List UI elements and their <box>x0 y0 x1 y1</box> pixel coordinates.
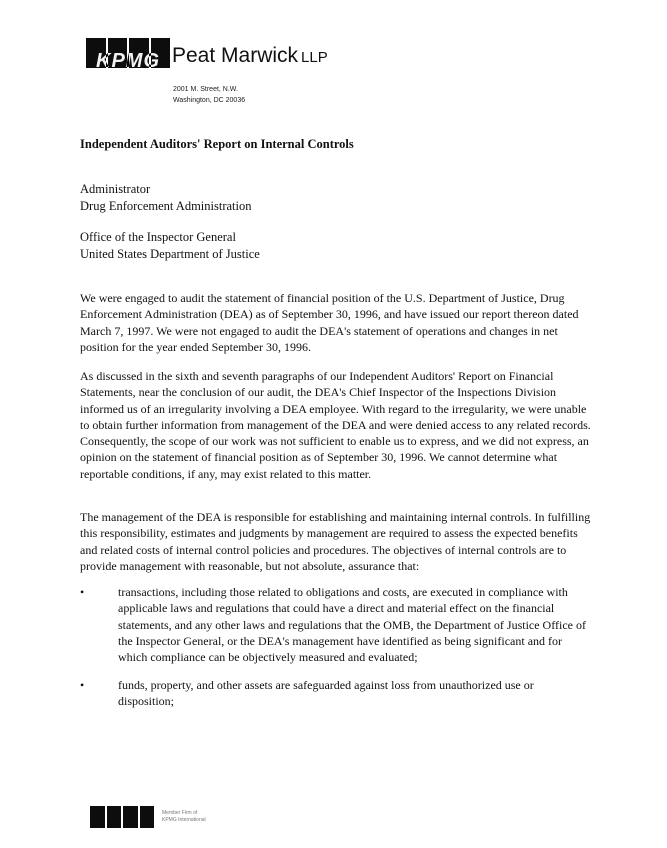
firm-name-text: Peat Marwick <box>172 44 299 67</box>
bullet-text: funds, property, and other assets are safeguarded against loss from unauthorized use or disposition; <box>118 678 534 709</box>
address-line-1: 2001 M. Street, N.W. <box>173 86 238 93</box>
firm-suffix: LLP <box>301 49 328 66</box>
footer-logo <box>90 806 154 828</box>
addressee-line-1: Administrator <box>80 182 151 196</box>
footer-line-2: KPMG International <box>162 817 206 823</box>
footer-logo-block-2 <box>107 806 122 828</box>
bullet-marker: • <box>80 585 85 599</box>
addressee-line-2: United States Department of Justice <box>80 246 260 261</box>
logo-text: KPMG <box>96 50 160 72</box>
footer-text <box>162 810 206 824</box>
footer-line-1: Member Firm of <box>162 810 198 816</box>
footer-logo-block-1 <box>90 806 105 828</box>
paragraph-irregularity: As discussed in the sixth and seventh paragraphs of our Independent Auditors' Report on Financial Statements, near the conclusion of our audit, the DEA's Chief Inspector of the Inspections Division informed us of an irregularity involving a DEA employee. With regard to the irregularity, we were unable to obtain further information from management of the DEA and were denied access to any related records. Consequently, the scope of our work was not sufficient to enable us to express, and we did not express, an opinion on the statement of financial position as of September 30, 1996. We cannot determine what reportable conditions, if any, may exist related to this matter. <box>80 369 591 481</box>
bullet-text: transactions, including those related to obligations and costs, are executed in compliance with applicable laws and regulations that could have a direct and material effect on the financial statements, and any other laws and regulations that the OMB, the Department of Justice Office of the Inspector General, or the DEA's management have identified as being significant and for which compliance can be objectively measured and evaluated; <box>118 585 586 665</box>
addressee-line-1: Office of the Inspector General <box>80 230 236 244</box>
addressee-line-2: Drug Enforcement Administration <box>80 198 252 213</box>
bullet-marker: • <box>80 678 85 692</box>
footer-logo-block-3 <box>123 806 138 828</box>
paragraph-management-responsibility: The management of the DEA is responsible for establishing and maintaining internal controls. In fulfilling this responsibility, estimates and judgments by management are required to assess the expected benefits and related costs of internal control policies and procedures. The objectives of internal controls are to provide management with reasonable, but not absolute, assurance that: <box>80 510 591 573</box>
firm-name <box>172 44 328 68</box>
addressee-inspector-general <box>80 229 260 262</box>
report-title: Independent Auditors' Report on Internal Controls <box>80 137 354 151</box>
paragraph-engagement: We were engaged to audit the statement of financial position of the U.S. Department of Justice, Drug Enforcement Administration (DEA) as of September 30, 1996, and have issued our report thereon dated March 7, 1997. We were not engaged to audit the DEA's statement of operations and changes in net position for the year ended September 30, 1996. <box>80 291 579 354</box>
footer-logo-block-4 <box>140 806 155 828</box>
address-line-2: Washington, DC 20036 <box>173 97 246 104</box>
firm-address <box>173 84 245 106</box>
addressee-administrator <box>80 181 252 214</box>
